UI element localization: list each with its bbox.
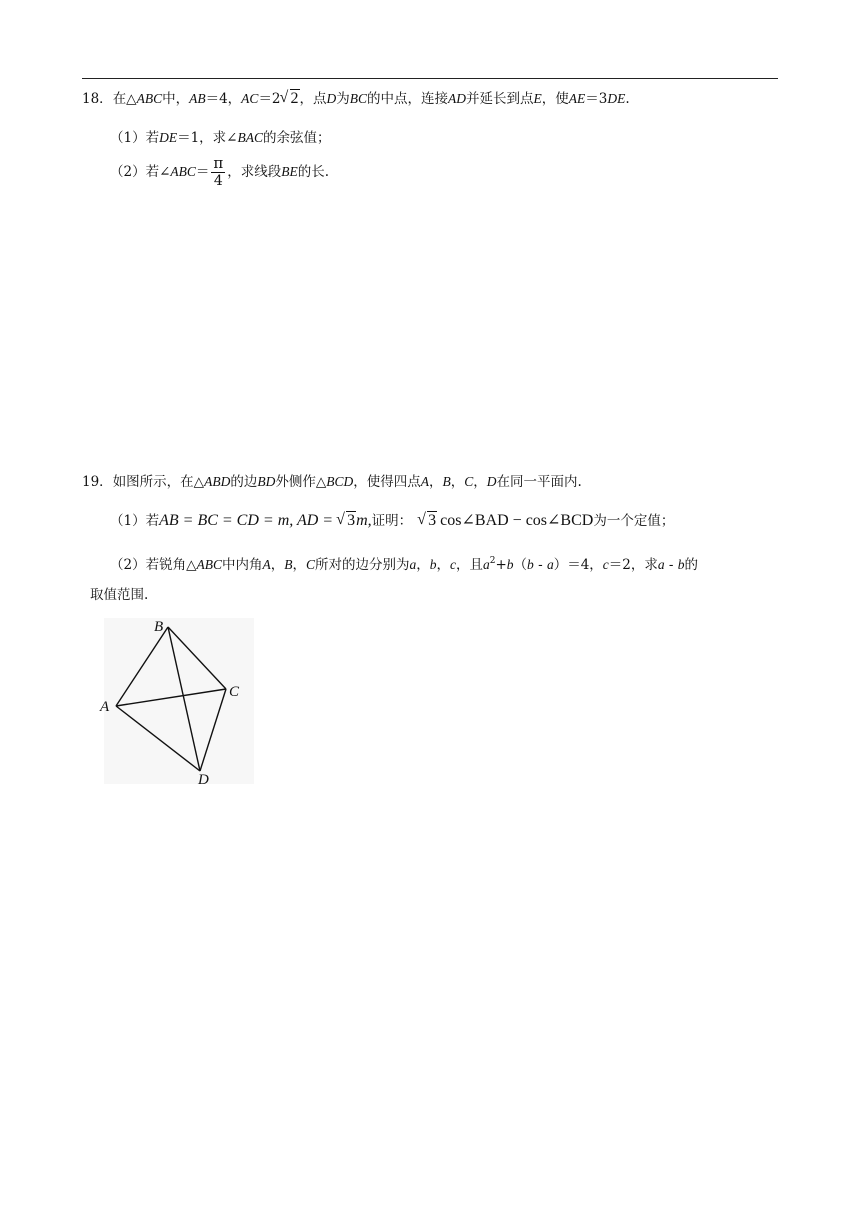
q18-stem: 18．在△ABC中，AB＝4，AC＝2√ 2，点D为BC的中点，连接AD并延长到点E，使AE＝3DE.: [82, 89, 630, 109]
q19-stem: 19．如图所示，在△ABD的边BD外侧作△BCD，使得四点A，B，C，D在同一平面内.: [82, 474, 582, 490]
q18-number: 18．: [82, 91, 113, 107]
q18-part1: （1）若DE＝1，求∠BAC的余弦值；: [110, 130, 331, 146]
quadrilateral-figure: [98, 614, 258, 790]
label-C: C: [229, 684, 240, 700]
header-rule: [82, 78, 778, 79]
q19-part2: （2）若锐角△ABC中内角A，B，C所对的边分别为a，b，c，且$a^2+b(b - a)=4$，c＝2，求a - b的: [110, 556, 699, 573]
fraction-pi-over-4: $\frac{\pi}{4}$: [213, 154, 224, 189]
sqrt-3: √ 3: [337, 511, 356, 531]
label-A: A: [100, 699, 110, 715]
q19-part2-cont: 取值范围.: [90, 587, 149, 603]
sqrt-3-b: √ 3: [418, 511, 437, 531]
label-D: D: [198, 772, 209, 788]
q19-number: 19．: [82, 474, 113, 490]
q18-part2: （2）若∠ABC＝ $\frac{\pi}{4}$ ，求线段BE的长.: [110, 154, 330, 189]
q19-part1: （1）若AB = BC = CD = m, AD = √ 3m,证明：√ 3 cos∠BAD − cos∠BCD为一个定值；: [110, 511, 674, 531]
figure-background: [104, 618, 254, 784]
label-B: B: [154, 619, 164, 635]
sqrt-2: √ 2: [281, 89, 300, 109]
